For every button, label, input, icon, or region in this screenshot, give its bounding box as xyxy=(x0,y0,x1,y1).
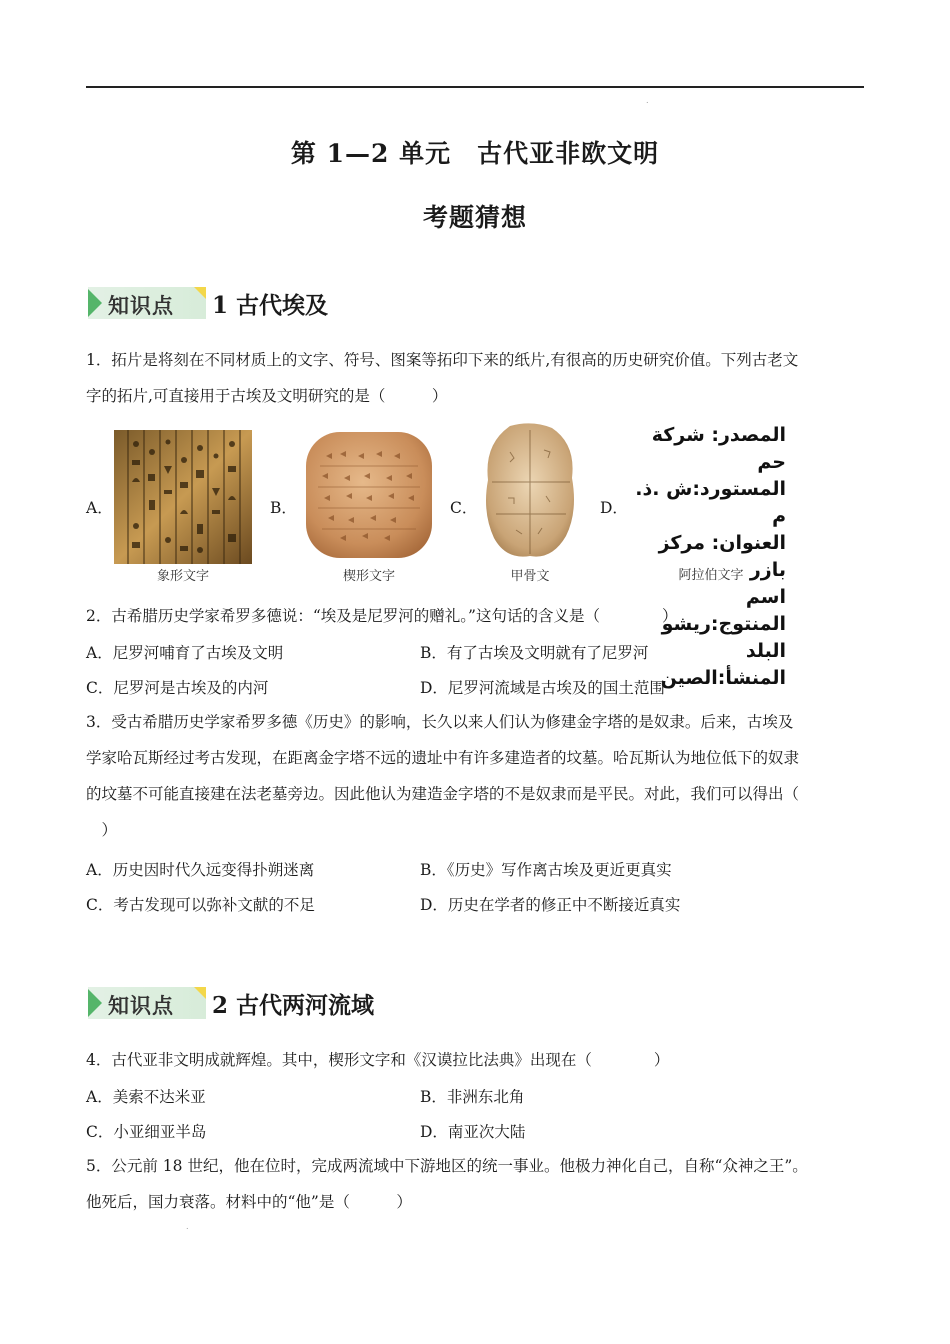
hieroglyph-image xyxy=(114,430,252,564)
arabic-line: العنوان: مركز بازر xyxy=(658,532,786,581)
badge-green-corner xyxy=(88,989,102,1017)
section-title: 1 古代埃及 xyxy=(212,291,329,319)
arabic-line: اسم المنتوج:ريشو xyxy=(661,586,786,635)
image-caption: 楔形文字 xyxy=(342,569,395,584)
knowledge-point-badge xyxy=(88,287,206,319)
question-1 xyxy=(86,342,866,414)
badge-green-corner xyxy=(88,289,102,317)
option-a: A．尼罗河哺育了古埃及文明 xyxy=(86,644,284,662)
arabic-line: المستورد:ش .ذ. م xyxy=(635,478,786,527)
option-label: C． xyxy=(450,499,478,517)
question-2 xyxy=(86,598,866,634)
question-text: 5．公元前 18 世纪，他在位时，完成两流域中下游地区的统一事业。他极力神化自己，自称“众神之王”。 xyxy=(86,1157,808,1175)
oracle-bone-image xyxy=(480,422,580,562)
arabic-line: المصدر: شركة حم xyxy=(651,424,786,473)
question-text: 4．古代亚非文明成就辉煌。其中，楔形文字和《汉谟拉比法典》出现在（ ） xyxy=(86,1051,670,1069)
option-c: C．尼罗河是古埃及的内河 xyxy=(86,679,269,697)
page-title: 第 1—2 单元 古代亚非欧文明 xyxy=(290,139,660,168)
option-d: D．历史在学者的修正中不断接近真实 xyxy=(420,896,681,914)
arabic-line: البلد المنشأ:الصين xyxy=(660,640,786,689)
question-3 xyxy=(86,704,866,848)
option-c: C．考古发现可以弥补文献的不足 xyxy=(86,896,315,914)
header-rule xyxy=(86,86,864,88)
option-b: B．《历史》写作离古埃及更近更真实 xyxy=(420,861,672,879)
option-label: D． xyxy=(600,499,628,517)
question-text: 学家哈瓦斯经过考古发现，在距离金字塔不远的遗址中有许多建造者的坟墓。哈瓦斯认为地位低下的奴隶 xyxy=(86,749,800,767)
question-text: 的坟墓不可能直接建在法老墓旁边。因此他认为建造金字塔的不是奴隶而是平民。对此，我们可以得出（ xyxy=(86,785,800,803)
page-dot: . xyxy=(186,1222,189,1231)
option-a: A．美索不达米亚 xyxy=(86,1088,206,1106)
cuneiform-tablet-image xyxy=(300,426,438,564)
knowledge-point-badge xyxy=(88,987,206,1019)
option-b: B．非洲东北角 xyxy=(420,1088,525,1106)
image-caption: 甲骨文 xyxy=(510,569,550,584)
option-d: D．尼罗河流域是古埃及的国土范围 xyxy=(420,679,665,697)
question-4 xyxy=(86,1042,866,1078)
question-text: ） xyxy=(86,821,118,839)
image-caption: 象形文字 xyxy=(156,569,209,584)
option-c: C．小亚细亚半岛 xyxy=(86,1123,207,1141)
option-b: B．有了古埃及文明就有了尼罗河 xyxy=(420,644,649,662)
option-a: A．历史因时代久远变得扑朔迷离 xyxy=(86,861,315,879)
question-5 xyxy=(86,1148,866,1220)
section-header-1 xyxy=(88,286,328,320)
badge-label: 知识点 xyxy=(108,294,174,318)
badge-label: 知识点 xyxy=(108,994,174,1018)
image-caption: 阿拉伯文字 xyxy=(678,568,744,583)
page-dot: . xyxy=(646,96,649,105)
question-text: 2．古希腊历史学家希罗多德说：“埃及是尼罗河的赠礼。”这句话的含义是（ ） xyxy=(86,607,678,625)
question-text: 字的拓片,可直接用于古埃及文明研究的是（ ） xyxy=(86,387,448,405)
option-label: A． xyxy=(86,499,113,517)
question-text: 3．受古希腊历史学家希罗多德《历史》的影响，长久以来人们认为修建金字塔的是奴隶。后来，古埃及 xyxy=(86,713,794,731)
question-text: 1．拓片是将刻在不同材质上的文字、符号、图案等拓印下来的纸片,有很高的历史研究价值。下列古老文 xyxy=(86,351,799,369)
badge-yellow-corner xyxy=(194,987,206,999)
section-title: 2 古代两河流域 xyxy=(212,991,375,1019)
question-text: 他死后，国力衰落。材料中的“他”是（ ） xyxy=(86,1193,412,1211)
page-subtitle: 考题猜想 xyxy=(422,203,527,232)
section-header-2 xyxy=(88,986,374,1020)
badge-yellow-corner xyxy=(194,287,206,299)
option-d: D．南亚次大陆 xyxy=(420,1123,526,1141)
option-label: B． xyxy=(270,499,297,517)
